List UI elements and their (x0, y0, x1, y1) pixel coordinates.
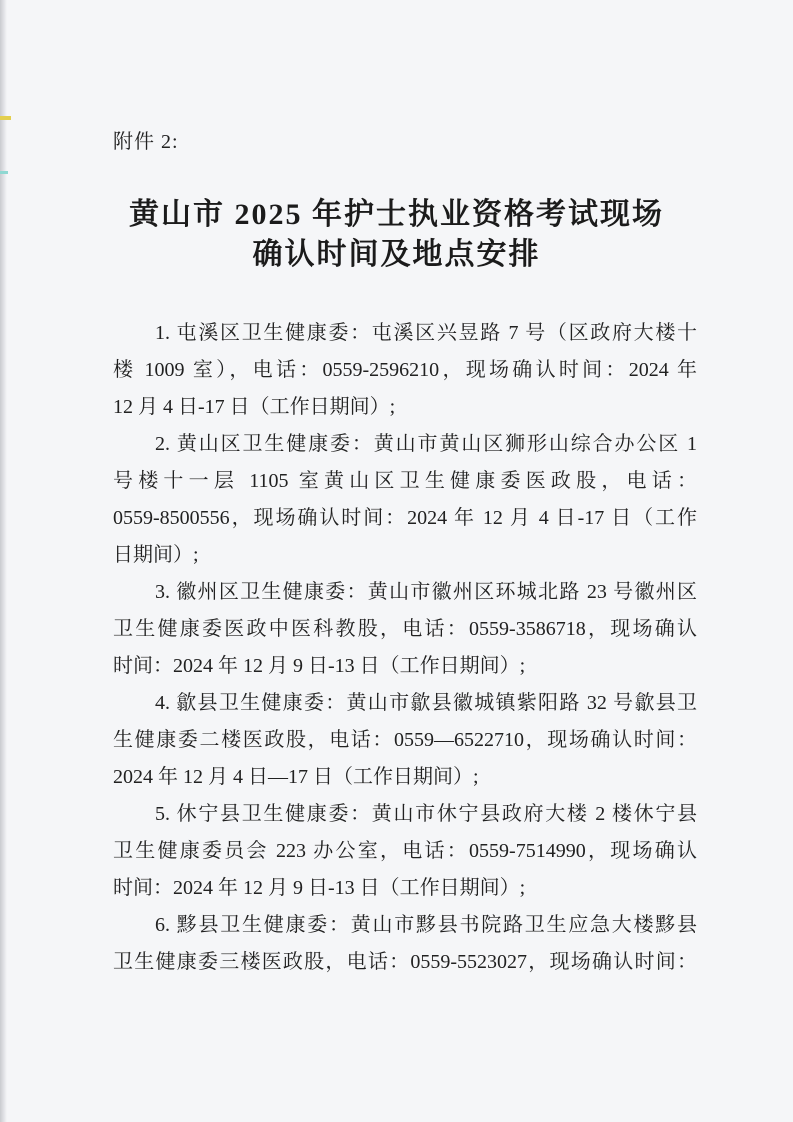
paragraph-3-line-2: 卫生健康委医政中医科教股，电话：0559-3586718，现场确认 (113, 618, 697, 640)
paragraph-1 (113, 315, 697, 426)
paragraph-2-line-4: 日期间）; (113, 544, 199, 566)
paragraph-5-line-2: 卫生健康委员会 223 办公室，电话：0559-7514990，现场确认 (113, 840, 697, 862)
paragraph-4-line-2: 生健康委二楼医政股，电话：0559—6522710，现场确认时间： (113, 729, 697, 751)
paragraph-4 (113, 685, 697, 796)
paragraph-3-line-1: 3. 徽州区卫生健康委：黄山市徽州区环城北路 23 号徽州区 (155, 581, 697, 603)
paragraph-2-line-3: 0559-8500556，现场确认时间：2024 年 12 月 4 日-17 日（工作 (113, 507, 697, 529)
title-line-1: 黄山市 2025 年护士执业资格考试现场 (129, 198, 664, 231)
paragraph-2-line-2: 号楼十一层 1105 室黄山区卫生健康委医政股，电话： (113, 470, 697, 492)
paragraph-5-line-1: 5. 休宁县卫生健康委：黄山市休宁县政府大楼 2 楼休宁县 (155, 803, 697, 825)
paragraph-3 (113, 574, 697, 685)
paragraph-2-line-1: 2. 黄山区卫生健康委：黄山市黄山区狮形山综合办公区 1 (155, 433, 697, 455)
document-title (0, 195, 793, 275)
paragraph-5 (113, 796, 697, 907)
paragraph-4-line-1: 4. 歙县卫生健康委：黄山市歙县徽城镇紫阳路 32 号歙县卫 (155, 692, 697, 714)
attachment-label: 附件 2: (113, 131, 179, 153)
paragraph-1-line-3: 12 月 4 日-17 日（工作日期间）; (113, 396, 396, 418)
paragraph-1-line-2: 楼 1009 室），电话：0559-2596210，现场确认时间：2024 年 (113, 359, 697, 381)
paragraph-4-line-3: 2024 年 12 月 4 日—17 日（工作日期间）; (113, 766, 479, 788)
paragraph-1-line-1: 1. 屯溪区卫生健康委：屯溪区兴昱路 7 号（区政府大楼十 (155, 322, 697, 344)
scan-left-edge-shade (0, 0, 7, 1122)
paragraph-6-line-1: 6. 黟县卫生健康委：黄山市黟县书院路卫生应急大楼黟县 (155, 914, 697, 936)
paragraph-6 (113, 907, 697, 981)
scan-artifact-yellow-dash (0, 116, 11, 120)
scan-artifact-cyan-dash (0, 171, 8, 174)
paragraph-2 (113, 426, 697, 574)
document-body (113, 315, 697, 981)
title-line-2: 确认时间及地点安排 (252, 238, 541, 271)
paragraph-6-line-2: 卫生健康委三楼医政股，电话：0559-5523027，现场确认时间： (113, 951, 697, 973)
paragraph-3-line-3: 时间：2024 年 12 月 9 日-13 日（工作日期间）; (113, 655, 526, 677)
paragraph-5-line-3: 时间：2024 年 12 月 9 日-13 日（工作日期间）; (113, 877, 526, 899)
